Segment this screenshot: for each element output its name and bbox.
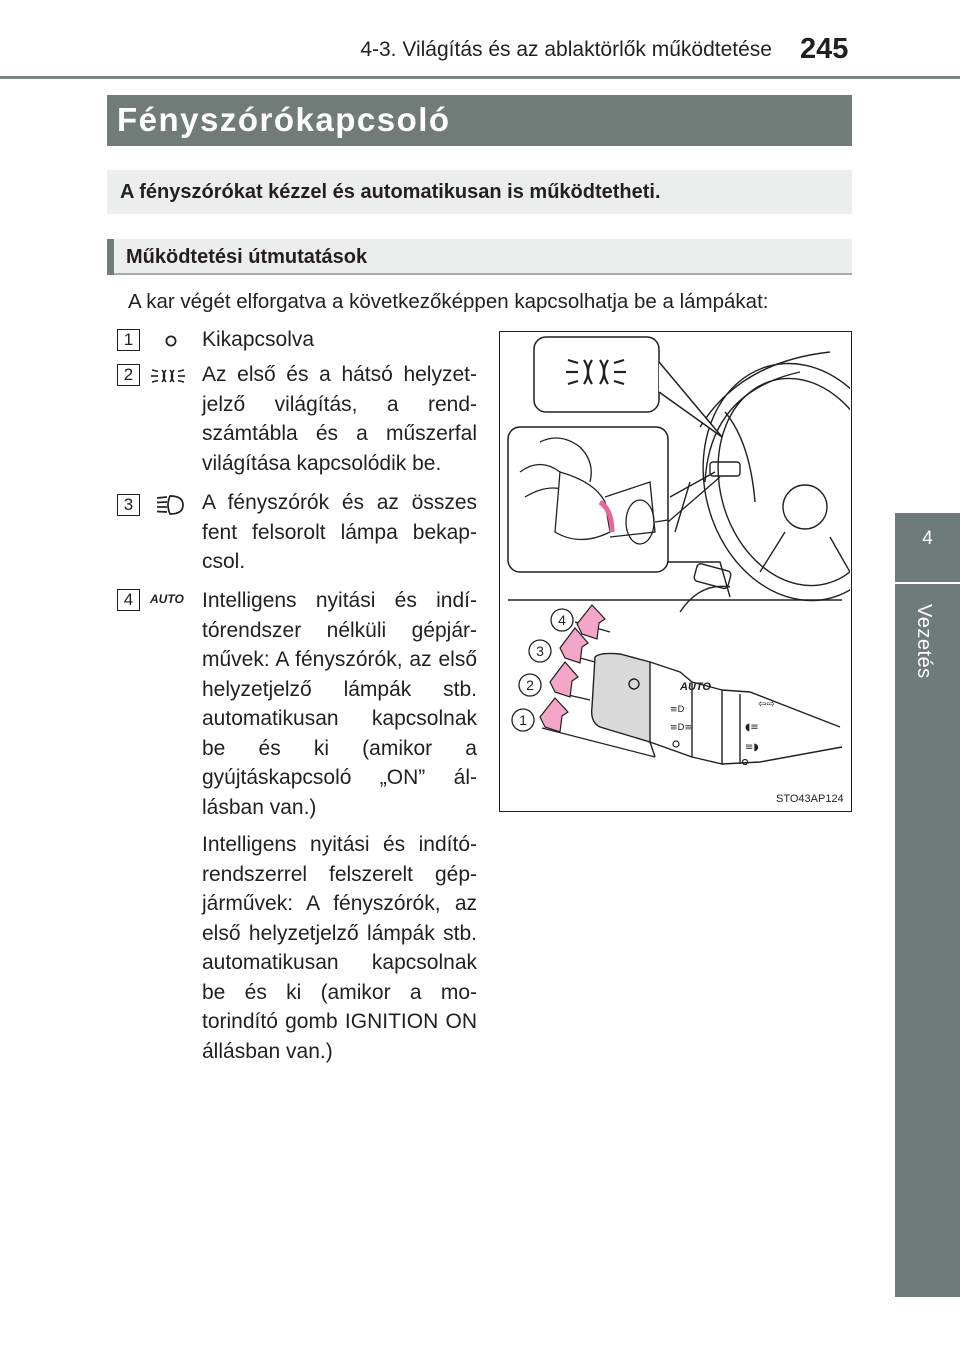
lamp-callout-bubble: [534, 337, 659, 412]
callout-3: 3: [536, 643, 544, 659]
item-number-1: 1: [117, 329, 140, 351]
item-number-3: 3: [117, 494, 140, 516]
intro-text: A fényszórókat kézzel és automatikusan is működtetheti.: [120, 181, 661, 203]
item-number-2: 2: [117, 364, 140, 386]
turn-signal-icon: ⇦⇨: [758, 699, 775, 710]
switch-illustration: [500, 332, 850, 810]
switch-position-icon: ≡D≡: [670, 723, 693, 733]
callout-1: 1: [519, 712, 527, 728]
off-circle-icon: [148, 329, 188, 353]
page-number: 245: [800, 33, 849, 65]
lead-text: A kar végét elforgatva a következőképpen kapcsolhatja be a lámpákat:: [128, 290, 769, 313]
switch-off-icon: [673, 741, 679, 747]
auto-mode-label: AUTO: [150, 592, 184, 606]
chapter-label: Vezetés: [913, 604, 935, 679]
item-text-4: Intelligens nyitási és indítórendszer nélküli gépjárművek: A fényszórók, az első helyzetjelző lámpák stb. automatikusan kapcsolnak be és ki (amikor a gyújtáskapcsoló „ON” állásban van.): [202, 589, 477, 819]
headlight-icon: [148, 492, 188, 518]
chapter-number: 4: [922, 528, 933, 549]
switch-auto-label: AUTO: [680, 681, 711, 693]
header-chapter-title: 4-3. Világítás és az ablaktörlők működtetése: [360, 38, 772, 61]
section-title: Fényszórókapcsoló: [117, 101, 451, 138]
headlight-switch-figure: [499, 331, 852, 812]
callout-2: 2: [526, 677, 534, 693]
subsection-title: Működtetési útmutatások: [126, 246, 368, 268]
steering-wheel-drawing: [650, 342, 850, 623]
lever-closeup-drawing: [592, 653, 842, 764]
callout-4: 4: [558, 612, 566, 628]
item-text-3: A fényszórók és az összes fent felsorolt lámpa bekapcsol.: [202, 491, 477, 573]
figure-code: STO43AP124: [776, 793, 844, 805]
item-text-1: Kikapcsolva: [202, 328, 315, 351]
subsection-accent: [107, 239, 114, 275]
header-rule: [0, 76, 960, 79]
item-text-2: Az első és a hátsó helyzetjelző világítás, a rendszámtábla és a műszerfal világítása kapcsolódik be.: [202, 363, 477, 475]
item-number-4: 4: [117, 589, 140, 611]
chapter-tab-separator: [895, 582, 960, 584]
switch-headlight-icon: ≡D: [670, 705, 685, 715]
extra-paragraph: Intelligens nyitási és indítórendszerrel felszerelt gépjárművek: A fényszórók, az első helyzetjelző lámpák stb. automatikusan kapcsolnak be és ki (amikor a motorindító gomb IGNITION ON állásban van.): [202, 833, 477, 1063]
rear-fog-icon: ◖≡: [745, 722, 759, 733]
position-lamps-icon: [148, 363, 188, 389]
front-fog-icon: ≡◗: [745, 742, 759, 753]
